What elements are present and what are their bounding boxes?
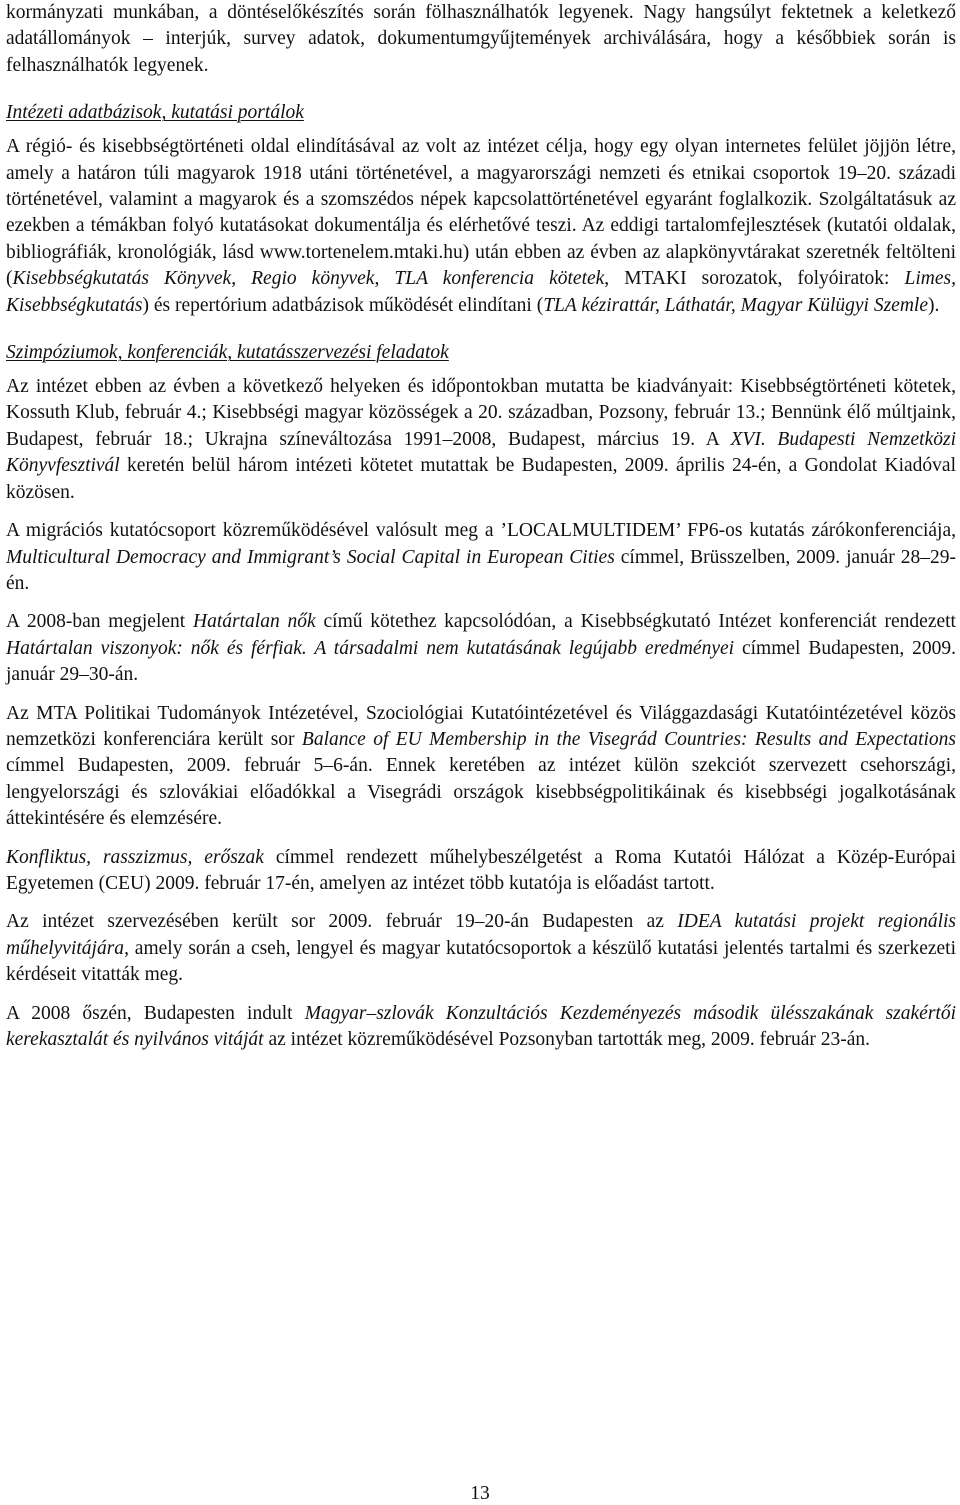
paragraph-localmultidem	[6, 518, 956, 597]
section-heading-symposia: Szimpóziumok, konferenciák, kutatásszervezési feladatok	[6, 342, 449, 364]
text-run: ,	[231, 268, 252, 290]
italic-title: Határtalan nők	[193, 611, 316, 633]
text-run: , amely során a cseh, lengyel és magyar kutatócsoportok a készülő kutatási jelentés tartalmi és szerkezeti kérdéseit vitatták meg.	[6, 937, 956, 986]
italic-title: Multicultural Democracy and Immigrant’s Social Capital in European Cities	[6, 546, 615, 568]
italic-title: TLA konferencia kötetek	[394, 268, 605, 290]
page-number: 13	[470, 1483, 490, 1504]
text-run: címmel rendezett műhelybeszélgetést a Roma Kutatói Hálózat a Közép-Európai Egyetemen (CEU) 2009. február 17-én, amelyen az intézet több kutatója is előadást tartott.	[6, 846, 956, 894]
text-run: A régió- és kisebbségtörténeti oldal elindításával az volt az intézet célja, hogy egy olyan internetes felület jöjjön létre, amely a határon túli magyarok 1918 utáni történetével, a magyarországi nemzeti és etnikai csoportok 19–20. századi történetével, valamint a magyarok és a szomszédos népek kapcsolattörténetével egyaránt foglalkozik. Szolgáltatásuk az ezekben a témákban folyó kutatásokat dokumentálja és elérhetővé teszi. Az eddigi tartalomfejlesztések (kutatói oldalak, bibliográfiák, kronológiák, lásd www.tortenelem.mtaki.hu) után ebben az évben az alapkönyvtárakat szeretnék feltölteni (	[6, 136, 956, 290]
text-run: , MTAKI sorozatok, folyóiratok:	[604, 268, 905, 290]
paragraph-hungarian-slovak	[6, 1001, 956, 1054]
text-run: címmel Budapesten, 2009. január 29–30-án.	[6, 637, 956, 686]
italic-title: Magyar–szlovák Konzultációs Kezdeményezés második ülésszakának szakértői kerekasztalát és nyilvános vitáját	[6, 1002, 956, 1050]
section-heading-databases: Intézeti adatbázisok, kutatási portálok	[6, 102, 304, 124]
paragraph-book-presentations	[6, 374, 956, 506]
italic-title: Konfliktus, rasszizmus, erőszak	[6, 846, 264, 868]
italic-title: IDEA kutatási projekt regionális műhelyvitájára	[6, 911, 956, 959]
text-run: ).	[928, 294, 940, 316]
text-run: keretén belül három intézeti kötetet mutattak be Budapesten, 2009. április 24-én, a Gondolat Kiadóval közösen.	[6, 455, 956, 503]
paragraph-idea-project	[6, 909, 956, 988]
text-run: A migrációs kutatócsoport közreműködésével valósult meg a ’LOCALMULTIDEM’ FP6-os kutatás zárókonferenciája,	[6, 520, 956, 542]
text-run: kormányzati munkában, a döntéselőkészítés során fölhasználhatók legyenek. Nagy hangsúlyt fektetnek a keletkező adatállományok – interjúk, survey adatok, dokumentumgyűjtemények archiválására, hogy a későbbiek során is felhasználhatók legyenek.	[6, 2, 956, 76]
italic-title: Limes, Kisebbségkutatás	[6, 268, 956, 316]
text-run: ) és repertórium adatbázisok működését elindítani (	[142, 294, 544, 316]
text-run: Az intézet szervezésében került sor 2009. február 19–20-án Budapesten az	[6, 911, 678, 933]
document-page	[6, 0, 956, 1053]
text-run: A 2008-ban megjelent	[6, 611, 194, 633]
paragraph-visegrad-conference	[6, 701, 956, 833]
italic-title: Határtalan viszonyok: nők és férfiak. A társadalmi nem kutatásának legújabb eredményei	[6, 637, 735, 659]
text-run: az intézet közreműködésével Pozsonyban tartották meg, 2009. február 23-án.	[263, 1029, 871, 1050]
italic-title: Kisebbségkutatás Könyvek	[12, 268, 232, 290]
paragraph-intro-continuation	[6, 0, 956, 79]
italic-title: Balance of EU Membership in the Visegrád Countries: Results and Expectations	[301, 728, 956, 750]
italic-title: TLA kézirattár, Láthatár, Magyar Külügyi Szemle	[543, 294, 928, 316]
text-run: ,	[374, 268, 395, 290]
paragraph-databases	[6, 134, 956, 319]
text-run: A 2008 őszén, Budapesten indult	[6, 1002, 305, 1024]
paragraph-hatartalan-nok	[6, 609, 956, 688]
italic-title: XVI. Budapesti Nemzetközi Könyvfesztivál	[6, 428, 956, 477]
text-run: címmel Budapesten, 2009. február 5–6-án. Ennek keretében az intézet külön szekciót szervezett csehországi, lengyelországi és szlovákiai előadókkal a Visegrádi országok kisebbségpolitikáinak és kisebbségi jogalkotásának áttekintésére és elemzésére.	[6, 755, 956, 830]
italic-title: Regio könyvek	[251, 268, 375, 290]
text-run: Az MTA Politikai Tudományok Intézetével, Szociológiai Kutatóintézetével és Világgazdasági Kutatóintézetével közös nemzetközi konferenciára került sor	[6, 702, 956, 750]
paragraph-roma-network	[6, 845, 956, 898]
text-run: Az intézet ebben az évben a következő helyeken és időpontokban mutatta be kiadványait: Kisebbségtörténeti kötetek, Kossuth Klub, február 4.; Kisebbségi magyar közösségek a 20. században, Pozsony, február 13.; Bennünk élő múltjaink, Budapest, február 18.; Ukrajna színeváltozása 1991–2008, Budapest, március 19. A	[6, 376, 956, 450]
text-run: című kötethez kapcsolódóan, a Kisebbségkutató Intézet konferenciát rendezett	[315, 611, 956, 633]
text-run: címmel, Brüsszelben, 2009. január 28–29-én.	[6, 546, 956, 594]
